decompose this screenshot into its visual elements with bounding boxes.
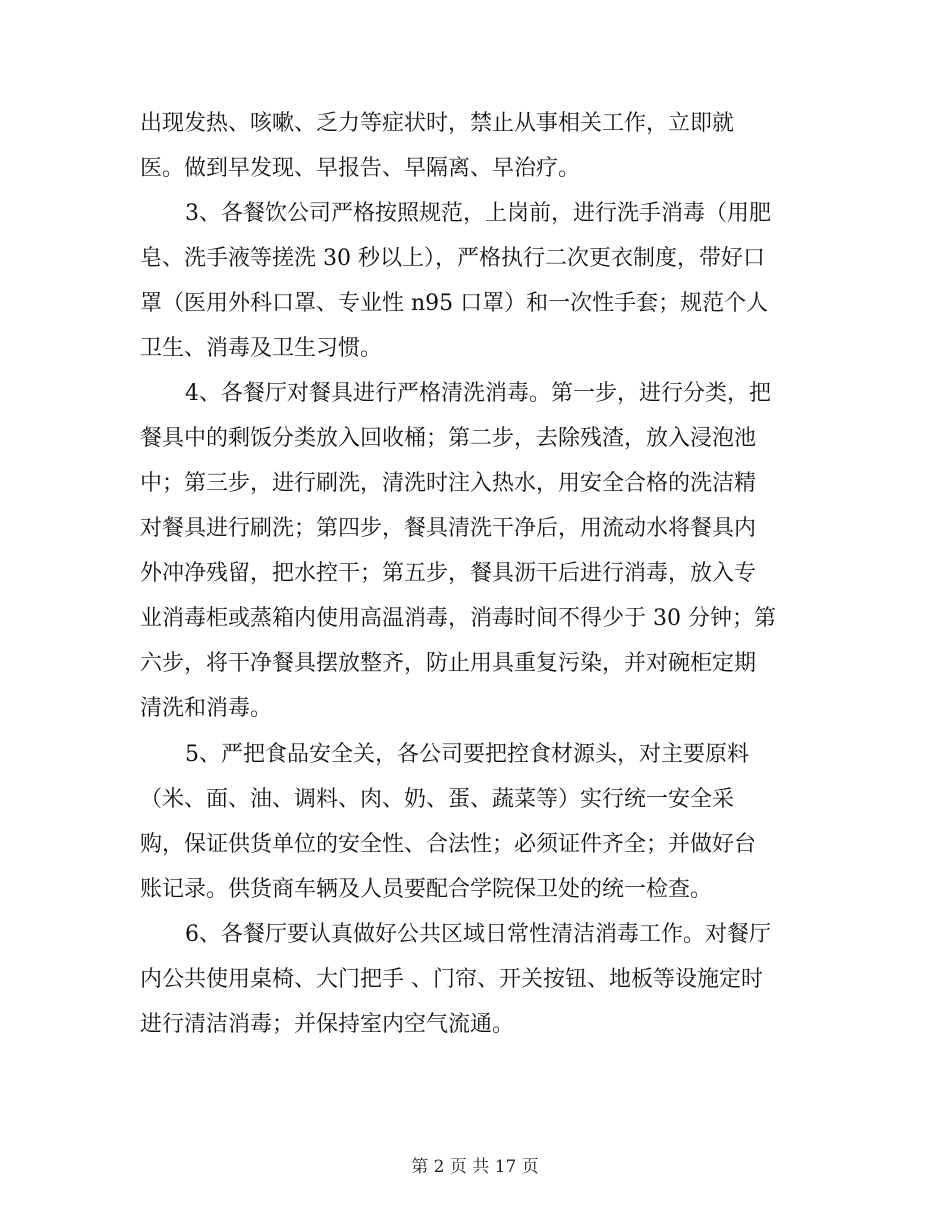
text-line: 罩（医用外科口罩、专业性 n95 口罩）和一次性手套；规范个人 [140, 291, 769, 316]
text-line: 购，保证供货单位的安全性、合法性；必须证件齐全；并做好台 [140, 832, 757, 857]
text-line: 餐具中的剩饭分类放入回收桶；第二步，去除残渣，放入浸泡池 [140, 426, 757, 451]
text-line: 医。做到早发现、早报告、早隔离、早治疗。 [140, 156, 581, 181]
text-line: 4、各餐厅对餐具进行严格清洗消毒。第一步，进行分类，把 [185, 381, 771, 406]
text-line: 6、各餐厅要认真做好公共区域日常性清洁消毒工作。对餐厅 [185, 922, 771, 947]
text-line: 内公共使用桌椅、大门把手 、门帘、开关按钮、地板等设施定时 [140, 967, 763, 992]
text-line: 皂、洗手液等搓洗 30 秒以上），严格执行二次更衣制度，带好口 [140, 246, 765, 271]
text-line: 账记录。供货商车辆及人员要配合学院保卫处的统一检查。 [140, 877, 713, 902]
text-line: 出现发热、咳嗽、乏力等症状时，禁止从事相关工作，立即就 [140, 111, 735, 136]
text-line: 对餐具进行刷洗；第四步，餐具清洗干净后，用流动水将餐具内 [140, 516, 757, 541]
text-line: 进行清洁消毒；并保持室内空气流通。 [140, 1012, 515, 1037]
text-line: （米、面、油、调料、肉、奶、蛋、蔬菜等）实行统一安全采 [140, 787, 735, 812]
page-footer: 第 2 页 共 17 页 [411, 1157, 539, 1177]
text-line: 3、各餐饮公司严格按照规范，上岗前，进行洗手消毒（用肥 [185, 201, 771, 226]
text-line: 外冲净残留，把水控干；第五步，餐具沥干后进行消毒，放入专 [140, 561, 757, 586]
text-line: 清洗和消毒。 [140, 696, 273, 721]
text-line: 5、严把食品安全关，各公司要把控食材源头，对主要原料 [185, 742, 749, 767]
text-line: 卫生、消毒及卫生习惯。 [140, 336, 383, 361]
text-line: 中；第三步，进行刷洗，清洗时注入热水，用安全合格的洗洁精 [140, 471, 757, 496]
text-line: 六步，将干净餐具摆放整齐，防止用具重复污染，并对碗柜定期 [140, 651, 757, 676]
text-line: 业消毒柜或蒸箱内使用高温消毒，消毒时间不得少于 30 分钟；第 [140, 606, 776, 631]
